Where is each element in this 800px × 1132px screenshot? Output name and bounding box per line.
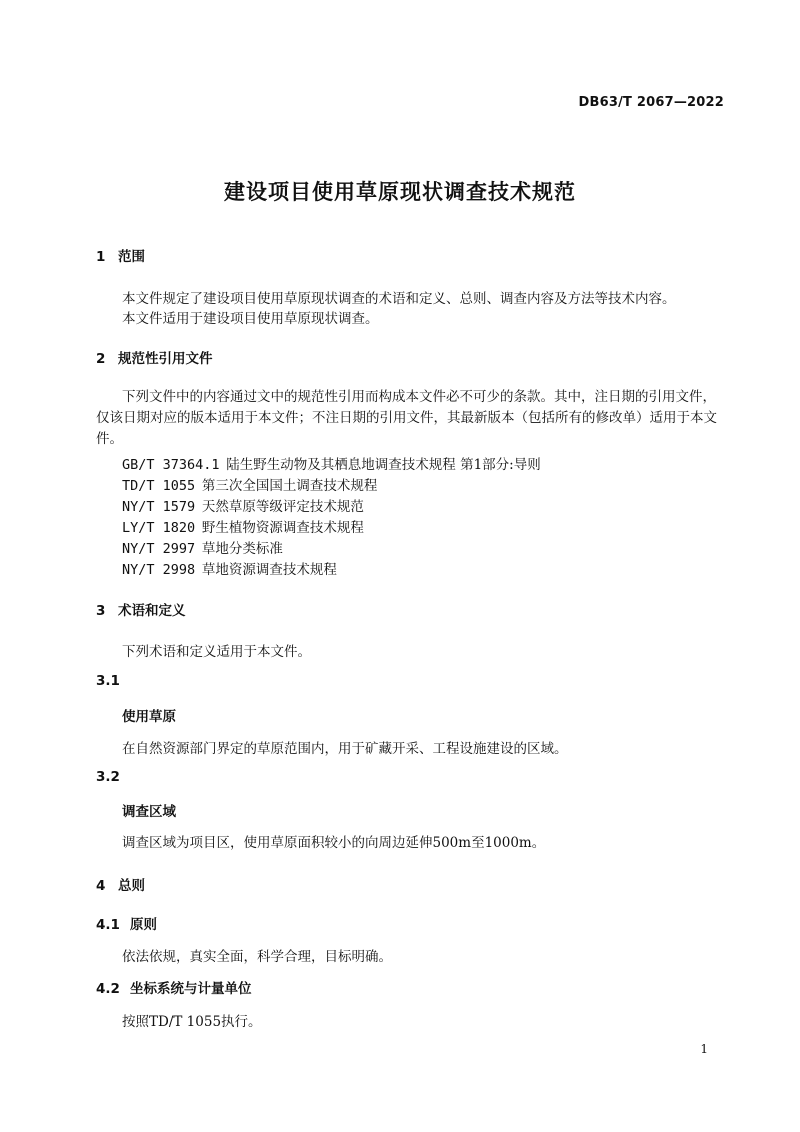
reference-name: 陆生野生动物及其栖息地调查技术规程 第1部分:导则: [226, 457, 541, 473]
reference-code: NY/T 1579: [122, 499, 196, 515]
term-number: 3.2: [96, 769, 120, 785]
term-name: 使用草原: [122, 709, 176, 725]
paragraph: 依法依规，真实全面，科学合理，目标明确。: [122, 949, 392, 965]
reference-item: [122, 558, 337, 578]
paragraph: 按照TD/T 1055执行。: [122, 1014, 262, 1030]
paragraph: 本文件适用于建设项目使用草原现状调查。: [122, 311, 379, 327]
section-title: 总则: [118, 878, 145, 894]
reference-item: [122, 453, 541, 473]
reference-code: LY/T 1820: [122, 520, 196, 536]
reference-code: NY/T 2997: [122, 541, 196, 557]
paragraph: 下列文件中的内容通过文中的规范性引用而构成本文件必不可少的条款。其中，注日期的引用文件，仅该日期对应的版本适用于本文件；不注日期的引用文件，其最新版本（包括所有的修改单）适用于本文件。: [96, 389, 717, 447]
term-name: 调查区域: [122, 804, 176, 820]
subsection-heading-4-1: [96, 913, 157, 933]
page-number: 1: [700, 1042, 708, 1056]
section-title: 范围: [118, 249, 145, 265]
section-number: 2: [96, 351, 106, 367]
reference-code: GB/T 37364.1: [122, 457, 220, 473]
section-heading-3: [96, 599, 186, 619]
term-number: 3.1: [96, 673, 120, 689]
reference-name: 草地资源调查技术规程: [201, 562, 337, 578]
subsection-number: 4.2: [96, 981, 120, 997]
reference-name: 第三次全国国土调查技术规程: [201, 478, 378, 494]
subsection-heading-4-2: [96, 977, 252, 997]
section-heading-4: [96, 874, 145, 894]
section-title: 规范性引用文件: [118, 351, 213, 367]
term-definition: 在自然资源部门界定的草原范围内，用于矿藏开采、工程设施建设的区域。: [122, 741, 568, 757]
section-title: 术语和定义: [118, 603, 186, 619]
subsection-number: 4.1: [96, 917, 120, 933]
subsection-title: 坐标系统与计量单位: [130, 981, 252, 997]
section-number: 3: [96, 603, 106, 619]
reference-code: NY/T 2998: [122, 562, 196, 578]
section-number: 4: [96, 878, 106, 894]
reference-name: 天然草原等级评定技术规范: [201, 499, 364, 515]
reference-code: TD/T 1055: [122, 478, 196, 494]
section-heading-2: [96, 347, 213, 367]
reference-name: 野生植物资源调查技术规程: [201, 520, 364, 536]
term-definition: 调查区域为项目区，使用草原面积较小的向周边延伸500m至1000m。: [122, 835, 546, 851]
reference-name: 草地分类标准: [201, 541, 283, 557]
reference-item: [122, 516, 364, 536]
paragraph: 本文件规定了建设项目使用草原现状调查的术语和定义、总则、调查内容及方法等技术内容。: [122, 291, 676, 307]
section-number: 1: [96, 249, 106, 265]
reference-item: [122, 495, 364, 515]
paragraph: 下列术语和定义适用于本文件。: [122, 644, 311, 660]
standard-code: DB63/T 2067—2022: [578, 95, 724, 110]
section-heading-1: [96, 245, 145, 265]
document-title: 建设项目使用草原现状调查技术规范: [224, 180, 576, 204]
subsection-title: 原则: [130, 917, 157, 933]
reference-item: [122, 537, 283, 557]
reference-item: [122, 474, 377, 494]
